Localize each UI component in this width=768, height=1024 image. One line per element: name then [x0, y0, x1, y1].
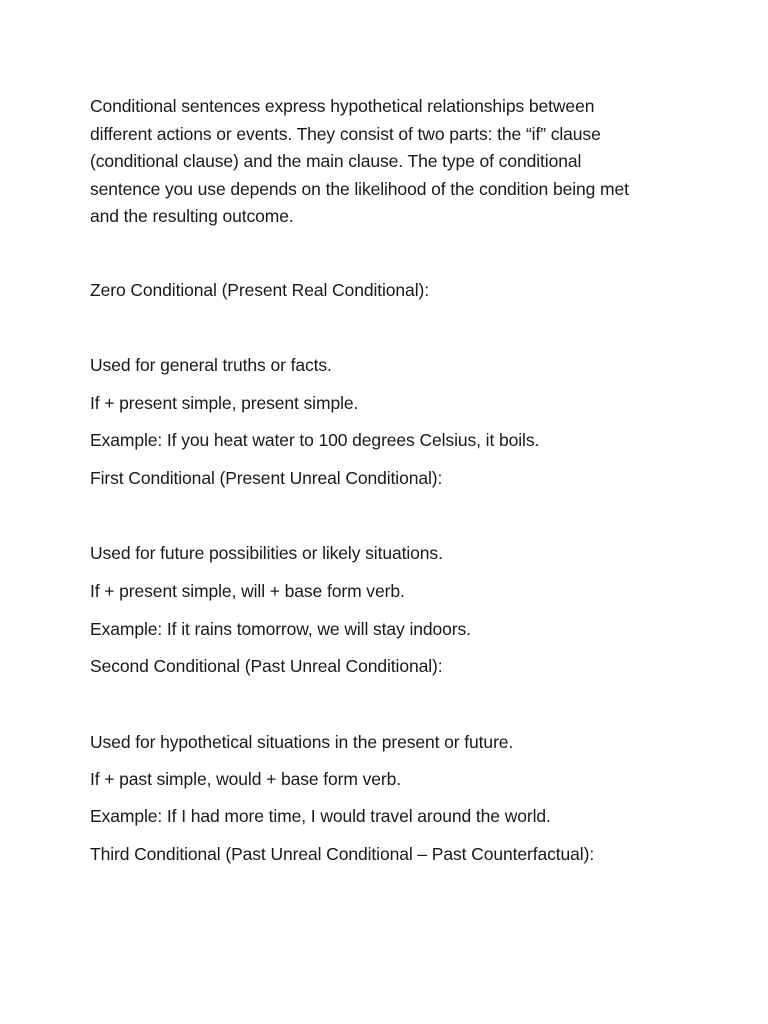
- intro-line: (conditional clause) and the main clause. The type of conditional: [90, 151, 582, 171]
- first-conditional-structure: If + present simple, will + base form verb.: [90, 581, 405, 601]
- zero-conditional-example: Example: If you heat water to 100 degrees Celsius, it boils.: [90, 430, 540, 450]
- intro-line: Conditional sentences express hypothetical relationships between: [90, 96, 595, 116]
- zero-conditional-usage: Used for general truths or facts.: [90, 355, 332, 375]
- second-conditional-usage: Used for hypothetical situations in the present or future.: [90, 732, 514, 752]
- intro-line: and the resulting outcome.: [90, 206, 294, 226]
- zero-conditional-structure: If + present simple, present simple.: [90, 393, 359, 413]
- first-conditional-usage: Used for future possibilities or likely situations.: [90, 543, 443, 563]
- second-conditional-structure: If + past simple, would + base form verb.: [90, 769, 402, 789]
- third-conditional-heading: Third Conditional (Past Unreal Conditional – Past Counterfactual):: [90, 844, 595, 864]
- first-conditional-example: Example: If it rains tomorrow, we will stay indoors.: [90, 619, 471, 639]
- zero-conditional-heading: Zero Conditional (Present Real Conditional):: [90, 280, 429, 300]
- second-conditional-heading: Second Conditional (Past Unreal Conditional):: [90, 656, 443, 676]
- first-conditional-heading: First Conditional (Present Unreal Conditional):: [90, 468, 443, 488]
- intro-line: sentence you use depends on the likelihood of the condition being met: [90, 178, 629, 199]
- intro-paragraph: [90, 93, 690, 231]
- second-conditional-example: Example: If I had more time, I would travel around the world.: [90, 806, 551, 826]
- intro-line: different actions or events. They consist of two parts: the “if” clause: [90, 123, 601, 144]
